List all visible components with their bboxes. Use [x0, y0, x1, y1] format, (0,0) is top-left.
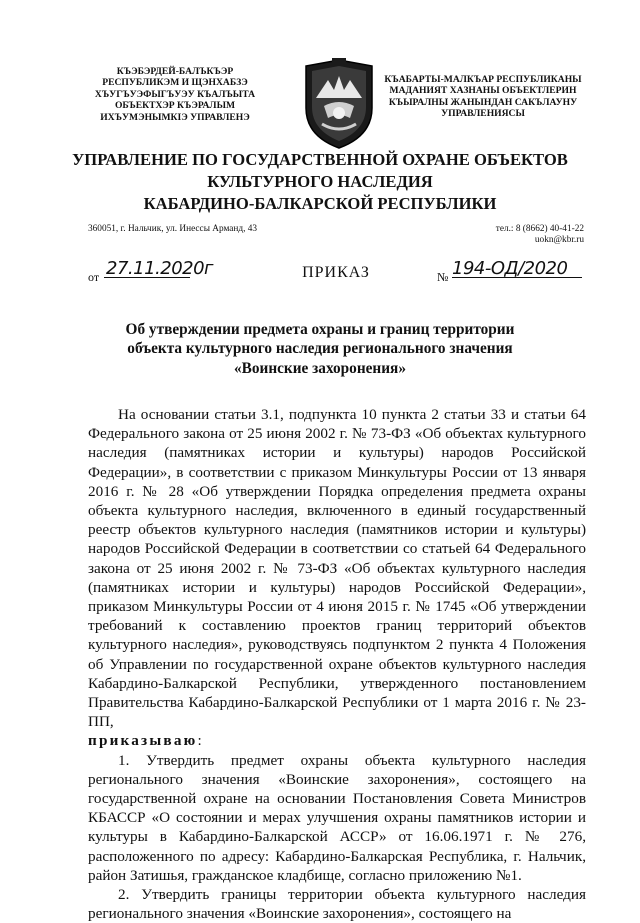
- agency-phone: тел.: 8 (8662) 40-41-22: [495, 224, 584, 234]
- order-date: 27.11.2020г: [106, 258, 214, 279]
- item-2-paragraph: 2. Утвердить границы территории объекта культурного наследия регионального значения «Воинские захоронения», состоящего на: [88, 886, 586, 923]
- number-prefix: №: [437, 270, 449, 284]
- order-title: ПРИКАЗ: [302, 264, 370, 281]
- resolve-colon: :: [197, 732, 202, 750]
- subject-line: «Воинские захоронения»: [234, 359, 406, 377]
- date-prefix: от: [88, 270, 100, 284]
- subject-line: объекта культурного наследия регионального значения: [127, 340, 513, 358]
- resolve-line: [88, 731, 586, 750]
- header-left-line: ХЪУГЪУЭФЫГЪУЭУ КЪАЛЪЫТА: [94, 88, 256, 100]
- agency-line: КАБАРДИНО-БАЛКАРСКОЙ РЕСПУБЛИКИ: [143, 194, 497, 213]
- header-right-line: МАДАНИЯТ ХАЗНАНЫ ОБЪЕКТЛЕРИН: [389, 85, 577, 97]
- agency-address: 360051, г. Нальчик, ул. Инессы Арманд, 43: [88, 224, 258, 234]
- number-underline: [452, 277, 582, 278]
- coat-of-arms-emblem-icon: [302, 58, 376, 150]
- header-left-line: ИХЪУМЭНЫМКIЭ УПРАВЛЕНЭ: [100, 111, 250, 123]
- subject-line: Об утверждении предмета охраны и границ территории: [125, 321, 515, 338]
- header-left-line: ОБЪЕКТХЭР КЪЭРАЛЫМ: [114, 100, 236, 112]
- header-left-block: [72, 66, 278, 123]
- header-right-block: [384, 74, 582, 120]
- date-underline: [104, 277, 190, 278]
- agency-line: УПРАВЛЕНИЕ ПО ГОСУДАРСТВЕННОЙ ОХРАНЕ ОБЪЕКТОВ: [72, 150, 568, 169]
- order-body: [88, 405, 586, 923]
- agency-email: uokn@kbr.ru: [534, 235, 584, 245]
- preamble-paragraph: [88, 405, 586, 731]
- resolve-word: приказываю: [88, 732, 198, 750]
- preamble-text: На основании статьи 3.1, подпункта 10 пункта 2 статьи 33 и статьи 64 Федерального закона от 25 июня 2002 г. № 73-ФЗ «Об объектах культурного наследия (памятниках истории и культуры) народов Российской Федерации», в соответствии с приказом Минкультуры России от 13 января 2016 г. № 28 «Об утверждении Порядка определения предмета охраны объекта культурного наследия, включенного в единый государственный реестр объектов культурного наследия (памятников истории и культуры) народов Российской Федерации в соответствии со статьей 64 Федерального закона от 25 июня 2002 г. № 73-ФЗ «Об объектах культурного наследия (памятниках истории и культуры) народов Российской Федерации», приказом Минкультуры России от 4 июня 2015 г. № 1745 «Об утверждении требований к составлению проектов границ территорий объектов культурного наследия», руководствуясь подпунктом 2 пункта 4 Положения об Управлении по государственной охране объектов культурного наследия Кабардино-Балкарской Республики, утвержденного постановлением Правительства Кабардино-Балкарской Республики от 1 марта 2016 г. № 23-ПП,: [88, 406, 586, 731]
- agency-line: КУЛЬТУРНОГО НАСЛЕДИЯ: [207, 172, 433, 191]
- agency-name: [60, 149, 580, 215]
- agency-contacts: [430, 224, 584, 246]
- order-subject: [80, 320, 560, 378]
- header-left-line: КЪЭБЭРДЕЙ-БАЛЪКЪЭР: [116, 66, 234, 77]
- header-left-line: РЕСПУБЛИКЭМ И ЩЭНХАБЗЭ: [102, 77, 248, 89]
- header-right-line: УПРАВЛЕНИЯСЫ: [441, 108, 525, 120]
- header-right-line: КЪЫРАЛНЫ ЖАНЫНДАН САКЪЛАУНУ: [388, 96, 578, 108]
- header-right-line: КЪАБАРТЫ-МАЛКЪАР РЕСПУБЛИКАНЫ: [384, 74, 582, 85]
- order-number: 194-ОД/2020: [452, 258, 568, 279]
- item-1-paragraph: 1. Утвердить предмет охраны объекта культурного наследия регионального значения «Воинские захоронения», состоящего на государственной охране на основании Постановления Совета Министров КБАССР «О состоянии и мерах улучшения охраны памятников истории и культуры в Кабардино-Балкарской АССР» от 16.06.1971 г. № 276, расположенного по адресу: Кабардино-Балкарская Республика, г. Нальчик, район Затишья, гражданское кладбище, согласно приложению №1.: [88, 751, 586, 884]
